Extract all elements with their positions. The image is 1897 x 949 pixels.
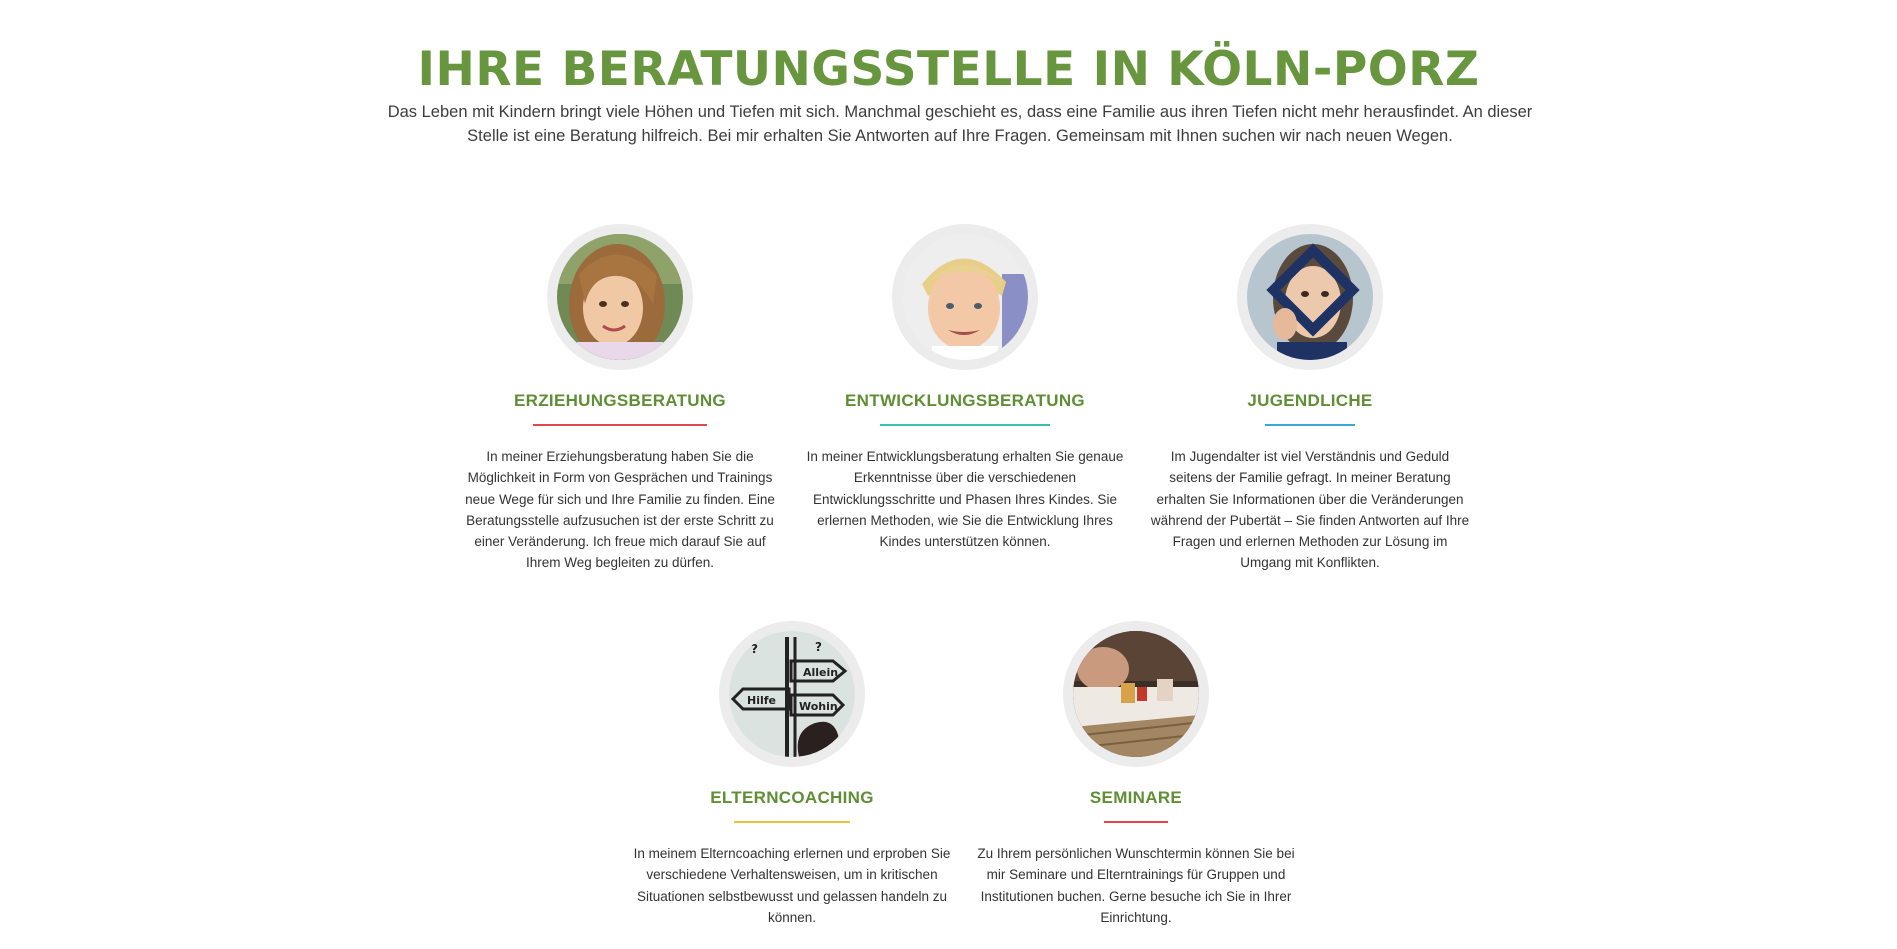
teen-frame-photo: [1247, 234, 1373, 360]
sign-label: Wohin: [799, 700, 838, 713]
title-underline: [734, 821, 850, 823]
title-underline: [1104, 821, 1168, 823]
page-title: IHRE BERATUNGSSTELLE IN KÖLN-PORZ: [417, 42, 1480, 97]
signpost-sketch-photo: [729, 631, 855, 757]
svg-text:?: ?: [815, 640, 822, 654]
service-description: Im Jugendalter ist viel Verständnis und Geduld seitens der Familie gefragt. In meiner Beratung erhalten Sie Informationen über die Veränderungen während der Pubertät – Sie finden Antworten auf Ihre Fragen und erlernen Methoden zur Lösung im Umgang mit Konflikten.: [1150, 449, 1470, 571]
service-image-frame: [719, 621, 865, 767]
girl-portrait-photo: [557, 234, 683, 360]
title-underline: [880, 424, 1050, 426]
service-title: ELTERNCOACHING: [710, 788, 874, 807]
service-description: In meiner Entwicklungsberatung erhalten Sie genaue Erkenntnisse über die verschiedenen Entwicklungsschritte und Phasen Ihres Kindes. Sie erlernen Methoden, wie Sie die Entwicklung Ihres Kindes unterstützen können.: [806, 449, 1124, 550]
intro-text: Das Leben mit Kindern bringt viele Höhen und Tiefen mit sich. Manchmal geschieht es, dass eine Familie aus ihren Tiefen nicht mehr herausfindet. An dieser Stelle ist eine Beratung hilfreich. Bei mir erhalten Sie Antworten auf Ihre Fragen. Gemeinsam mit Ihnen suchen wir nach neuen Wegen.: [387, 103, 1533, 145]
service-image-frame: [1063, 621, 1209, 767]
service-image-frame: [547, 224, 693, 370]
service-image-frame: [1237, 224, 1383, 370]
sign-label: Hilfe: [747, 694, 776, 707]
service-description: In meinem Elterncoaching erlernen und erproben Sie verschiedene Verhaltensweisen, um in kritischen Situationen selbstbewusst und gelassen handeln zu können.: [633, 846, 951, 925]
svg-text:?: ?: [751, 642, 758, 656]
service-title: ENTWICKLUNGSBERATUNG: [845, 391, 1085, 410]
title-underline: [533, 424, 707, 426]
service-description: In meiner Erziehungsberatung haben Sie die Möglichkeit in Form von Gesprächen und Trainings neue Wege für sich und Ihre Familie zu finden. Eine Beratungsstelle aufzusuchen ist der erste Schritt zu einer Veränderung. Ich freue mich darauf Sie auf Ihrem Weg begleiten zu dürfen.: [465, 449, 775, 571]
title-underline: [1265, 424, 1355, 426]
service-title: SEMINARE: [1089, 788, 1183, 807]
service-title: JUGENDLICHE: [1247, 391, 1373, 410]
service-image-frame: [892, 224, 1038, 370]
service-description: Zu Ihrem persönlichen Wunschtermin können Sie bei mir Seminare und Elterntrainings für Gruppen und Institutionen buchen. Gerne besuche ich Sie in Ihrer Einrichtung.: [977, 846, 1295, 925]
sign-label: Allein: [803, 666, 839, 679]
boy-portrait-photo: [902, 234, 1028, 360]
seminar-table-photo: [1073, 631, 1199, 757]
service-title: ERZIEHUNGSBERATUNG: [514, 391, 726, 410]
